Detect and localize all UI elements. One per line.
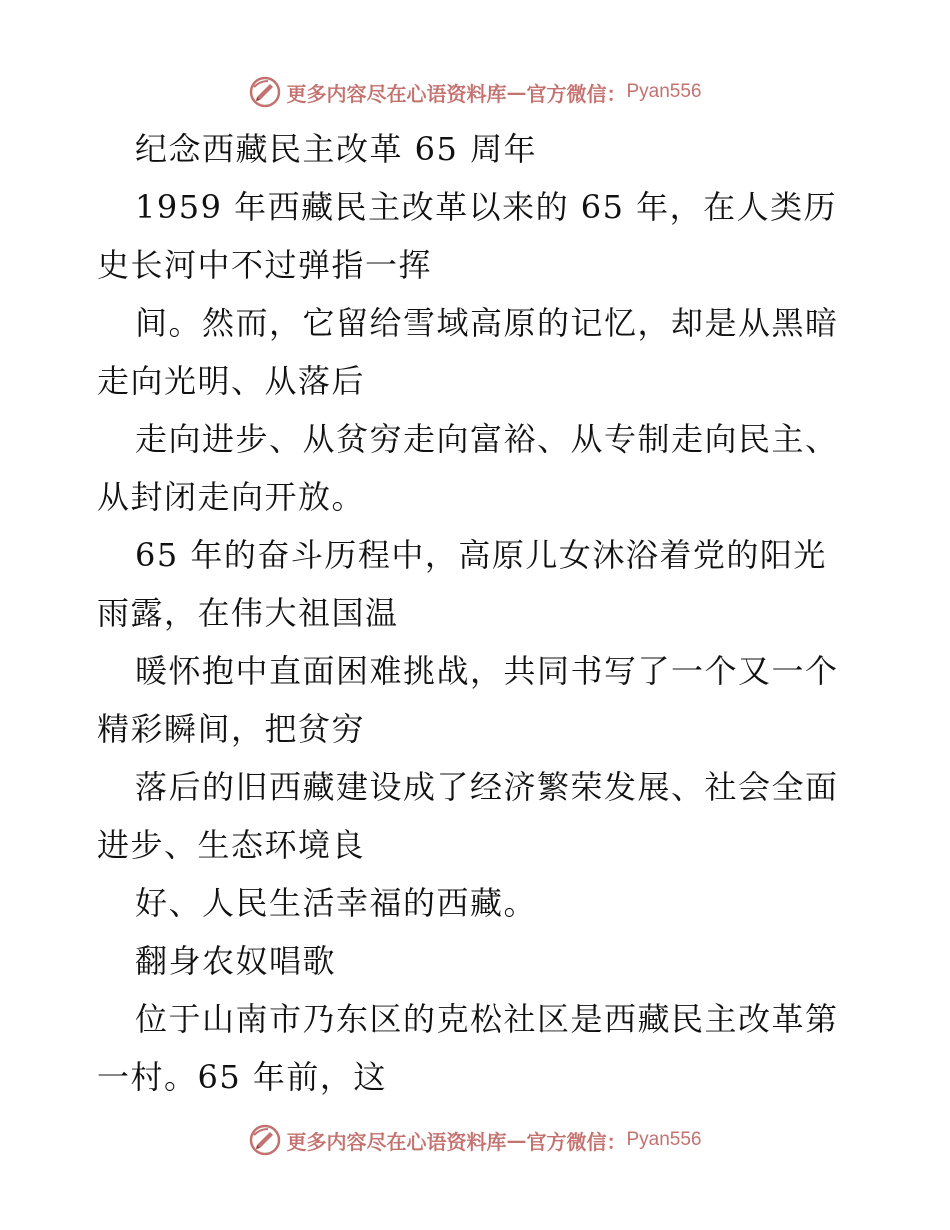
- watermark-brand: 更多内容尽在心语资料库: [286, 1129, 507, 1154]
- watermark-header: [0, 72, 950, 112]
- watermark-brand: 更多内容尽在心语资料库: [286, 81, 507, 106]
- paragraph-line: 1959 年西藏民主改革以来的 65 年，在人类历史长河中不过弹指一挥: [97, 188, 838, 284]
- paragraph-line: 好、人民生活幸福的西藏。: [135, 884, 538, 922]
- watermark-wechat-id: Pyan556: [626, 81, 702, 102]
- paragraph-line: 65 年的奋斗历程中，高原儿女沐浴着党的阳光雨露，在伟大祖国温: [97, 536, 827, 632]
- watermark-label: 官方微信：: [526, 81, 627, 106]
- paragraph-line: 间。然而，它留给雪域高原的记忆，却是从黑暗走向光明、从落后: [97, 304, 839, 400]
- book-quill-logo-icon: [248, 75, 282, 109]
- watermark-footer: [0, 1120, 950, 1160]
- paragraph-line: 走向进步、从贫穷走向富裕、从专制走向民主、从封闭走向开放。: [97, 420, 839, 516]
- watermark-label: 官方微信：: [526, 1129, 627, 1154]
- watermark-separator: —: [506, 1128, 527, 1152]
- document-title: 纪念西藏民主改革 65 周年: [135, 130, 538, 168]
- book-quill-logo-icon: [248, 1123, 282, 1157]
- watermark-wechat-id: Pyan556: [626, 1129, 702, 1150]
- paragraph-line: 位于山南市乃东区的克松社区是西藏民主改革第一村。65 年前，这: [97, 1000, 839, 1096]
- section-heading: 翻身农奴唱歌: [135, 942, 337, 980]
- document-body: [97, 120, 857, 1106]
- paragraph-line: 暖怀抱中直面困难挑战，共同书写了一个又一个精彩瞬间，把贫穷: [97, 652, 839, 748]
- paragraph-line: 落后的旧西藏建设成了经济繁荣发展、社会全面进步、生态环境良: [97, 768, 839, 864]
- watermark-separator: —: [506, 80, 527, 104]
